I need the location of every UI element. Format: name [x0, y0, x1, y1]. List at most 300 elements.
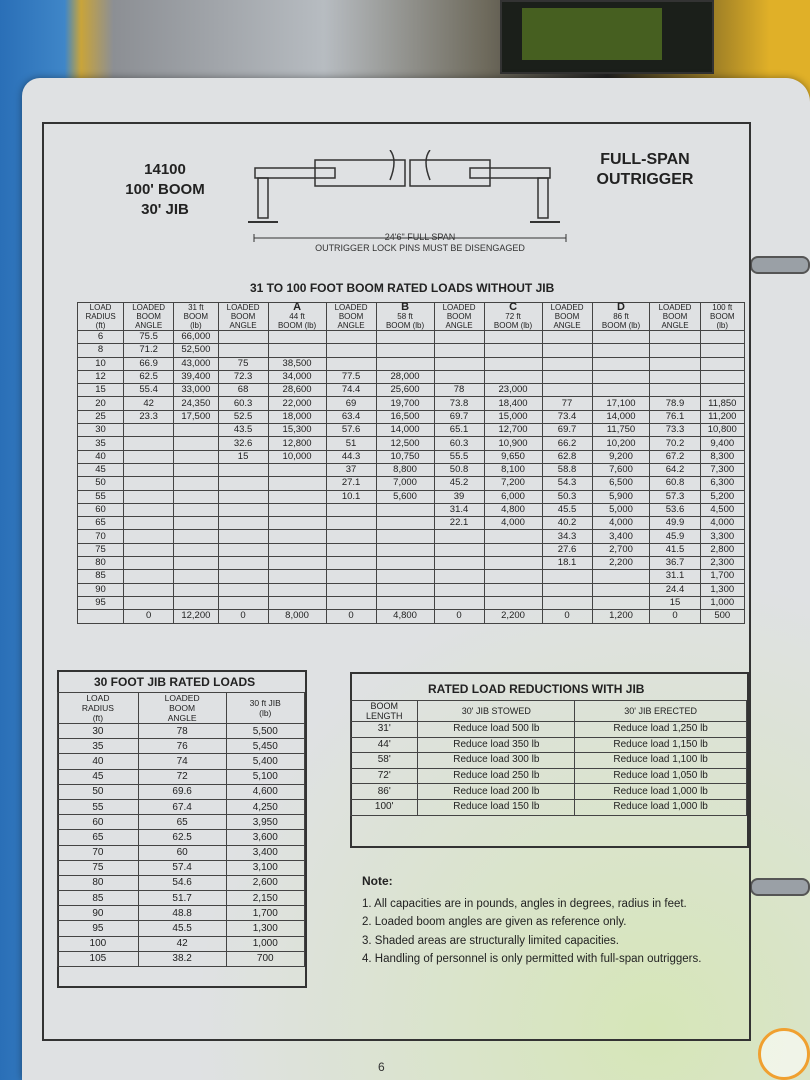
table-cell: Reduce load 1,150 lb	[575, 737, 747, 753]
table-cell: 4,000	[700, 517, 744, 530]
table-cell	[484, 583, 542, 596]
table-cell: 0	[434, 610, 484, 623]
table-cell: 0	[326, 610, 376, 623]
table-cell: 2,300	[700, 557, 744, 570]
table-cell	[326, 530, 376, 543]
table-cell: 55.5	[434, 450, 484, 463]
table-cell	[376, 557, 434, 570]
table-cell	[218, 490, 268, 503]
header-line: LOADED	[226, 303, 260, 312]
table-cell: 60	[58, 815, 139, 830]
table-cell: 85	[78, 570, 124, 583]
table-cell: 64.2	[650, 463, 700, 476]
column-header	[174, 303, 218, 331]
table-cell	[434, 557, 484, 570]
table-cell: 17,100	[592, 397, 650, 410]
table-row	[78, 357, 745, 370]
header-line: ANGLE	[135, 321, 163, 330]
table-cell: 66.9	[124, 357, 174, 370]
table-cell	[434, 370, 484, 383]
header-line: (lb)	[716, 321, 729, 330]
table-cell	[434, 596, 484, 609]
table-cell: 69.7	[434, 410, 484, 423]
header-line: 44 ft	[289, 312, 305, 321]
table-row	[78, 463, 745, 476]
table-cell: 7,300	[700, 463, 744, 476]
table-cell: 25,600	[376, 384, 434, 397]
table-cell: Reduce load 1,250 lb	[575, 722, 747, 738]
table-cell: 80	[58, 875, 139, 890]
table-cell: 30	[78, 424, 124, 437]
table-cell: 5,400	[226, 754, 305, 769]
column-header	[226, 693, 305, 724]
table-cell: 8,300	[700, 450, 744, 463]
table-cell: 2,200	[484, 610, 542, 623]
table-cell: 25	[78, 410, 124, 423]
table-cell: 11,850	[700, 397, 744, 410]
header-line: BOOM	[662, 312, 688, 321]
table-cell: 57.4	[138, 860, 226, 875]
table-cell: 44'	[351, 737, 418, 753]
table-cell: 4,000	[592, 517, 650, 530]
table-cell: 0	[542, 610, 592, 623]
table-cell: 78.9	[650, 397, 700, 410]
table-cell: 31.1	[650, 570, 700, 583]
header-line: LENGTH	[365, 711, 403, 721]
table-row	[58, 891, 305, 906]
table-cell	[700, 370, 744, 383]
table-cell: 70	[58, 845, 139, 860]
table-cell: 76	[138, 739, 226, 754]
table-cell	[700, 344, 744, 357]
binder-ring-top	[750, 256, 810, 274]
column-header	[351, 701, 418, 722]
table-cell: 52,500	[174, 344, 218, 357]
header-line: BOOM (lb)	[493, 321, 533, 330]
table-cell: 71.2	[124, 344, 174, 357]
table-cell: 9,200	[592, 450, 650, 463]
header-line: LOADED	[334, 303, 368, 312]
table-cell: 55	[78, 490, 124, 503]
table-cell: 23.3	[124, 410, 174, 423]
table-cell	[434, 583, 484, 596]
table-cell: 1,300	[226, 921, 305, 936]
table-cell: 24.4	[650, 583, 700, 596]
table-cell	[326, 543, 376, 556]
table-cell: 10,750	[376, 450, 434, 463]
table-row	[78, 583, 745, 596]
table-cell: 40	[78, 450, 124, 463]
header-line: RADIUS	[85, 312, 116, 321]
table-cell: 12,800	[268, 437, 326, 450]
table-cell: 7,200	[484, 477, 542, 490]
table-cell: 15,300	[268, 424, 326, 437]
table-cell: 55.4	[124, 384, 174, 397]
table-cell: 73.3	[650, 424, 700, 437]
header-line: (lb)	[190, 321, 202, 330]
table-cell: 75	[58, 860, 139, 875]
table-cell: 4,800	[484, 503, 542, 516]
table-cell	[268, 543, 326, 556]
table-row	[351, 768, 747, 784]
header-line: 30 ft JIB	[249, 698, 281, 708]
table-cell	[434, 344, 484, 357]
column-letter: A	[293, 301, 302, 313]
table-cell	[484, 530, 542, 543]
table-row	[58, 815, 305, 830]
table-cell	[124, 570, 174, 583]
table-cell: 50	[58, 784, 139, 799]
table-cell: 10,900	[484, 437, 542, 450]
table-row	[78, 437, 745, 450]
table-cell: 54.3	[542, 477, 592, 490]
table-cell	[326, 596, 376, 609]
table-cell: 9,650	[484, 450, 542, 463]
table-cell	[268, 503, 326, 516]
table-row	[78, 344, 745, 357]
table-cell	[326, 503, 376, 516]
table-cell: Reduce load 200 lb	[418, 784, 575, 800]
table-cell: 7,000	[376, 477, 434, 490]
table-cell: 62.5	[124, 370, 174, 383]
table-cell: 57.6	[326, 424, 376, 437]
table-cell: 60	[138, 845, 226, 860]
reduction-table	[350, 700, 747, 816]
table-cell	[376, 331, 434, 344]
table-cell	[592, 570, 650, 583]
table-cell: 27.1	[326, 477, 376, 490]
table-cell: 5,000	[592, 503, 650, 516]
table-cell	[326, 583, 376, 596]
table-cell	[124, 490, 174, 503]
table-cell	[376, 357, 434, 370]
table-cell: 35	[58, 739, 139, 754]
table-cell	[650, 357, 700, 370]
table-cell: 27.6	[542, 543, 592, 556]
table-row	[78, 517, 745, 530]
table-row	[58, 754, 305, 769]
table-cell	[434, 570, 484, 583]
table-cell	[650, 384, 700, 397]
table-cell: 75	[218, 357, 268, 370]
column-header	[542, 303, 592, 331]
header-line: (ft)	[95, 321, 106, 330]
table-cell: 4,250	[226, 799, 305, 814]
table-row	[78, 331, 745, 344]
table-cell	[484, 344, 542, 357]
table-cell: 80	[78, 557, 124, 570]
table-cell	[326, 331, 376, 344]
table-cell: 1,000	[700, 596, 744, 609]
table-cell	[124, 477, 174, 490]
table-cell: Reduce load 250 lb	[418, 768, 575, 784]
column-header	[78, 303, 124, 331]
table-cell: 67.2	[650, 450, 700, 463]
note-item: 3. Shaded areas are structurally limited capacities.	[362, 934, 619, 947]
table-cell: 66.2	[542, 437, 592, 450]
table-row	[58, 906, 305, 921]
table-row	[351, 753, 747, 769]
header-line: BOOM	[183, 312, 209, 321]
column-header	[376, 303, 434, 331]
note-item: 4. Handling of personnel is only permitted with full-span outriggers.	[362, 953, 702, 965]
table-cell: 18,000	[268, 410, 326, 423]
table-cell	[650, 344, 700, 357]
table-cell: 19,700	[376, 397, 434, 410]
table-cell	[218, 477, 268, 490]
table-cell: 10,200	[592, 437, 650, 450]
table-cell	[124, 503, 174, 516]
table-cell	[268, 477, 326, 490]
table-cell	[174, 543, 218, 556]
table-cell: 77	[542, 397, 592, 410]
table-row	[58, 936, 305, 951]
table-cell	[218, 557, 268, 570]
header-line: ANGLE	[553, 321, 581, 330]
table-row	[58, 799, 305, 814]
table-cell	[592, 331, 650, 344]
table-cell: Reduce load 1,050 lb	[575, 768, 747, 784]
table-cell: 65	[78, 517, 124, 530]
table-cell: 500	[700, 610, 744, 623]
table-cell: 62.5	[138, 830, 226, 845]
table-cell	[174, 583, 218, 596]
table-row	[351, 737, 747, 753]
table-cell: Reduce load 1,100 lb	[575, 753, 747, 769]
table-cell	[124, 596, 174, 609]
table-cell	[484, 331, 542, 344]
header-line: ANGLE	[661, 321, 689, 330]
table-cell: 30	[58, 724, 139, 739]
table-cell	[218, 570, 268, 583]
table-cell	[124, 424, 174, 437]
header-line: LOAD	[89, 303, 112, 312]
table-cell	[124, 517, 174, 530]
table-cell	[484, 357, 542, 370]
table-row	[78, 570, 745, 583]
table-cell: 85	[58, 891, 139, 906]
table-cell	[124, 463, 174, 476]
table-cell	[174, 596, 218, 609]
table-cell: 22,000	[268, 397, 326, 410]
table-cell: Reduce load 1,000 lb	[575, 799, 747, 815]
table-cell	[376, 583, 434, 596]
table-cell	[218, 596, 268, 609]
table-cell: 10	[78, 357, 124, 370]
table-cell: 60	[78, 503, 124, 516]
table-cell: 38,500	[268, 357, 326, 370]
table-cell	[218, 503, 268, 516]
table-cell: 34,000	[268, 370, 326, 383]
table-cell: 67.4	[138, 799, 226, 814]
table-row	[58, 875, 305, 890]
header-line: LOAD	[86, 693, 110, 703]
table-cell: 35	[78, 437, 124, 450]
header-line: BOOM (lb)	[601, 321, 641, 330]
table-cell: 70.2	[650, 437, 700, 450]
crane-display-screen	[500, 0, 714, 74]
notes-section	[362, 872, 742, 969]
table-cell: 24,350	[174, 397, 218, 410]
header-line: ANGLE	[167, 713, 197, 723]
table-cell: 2,200	[592, 557, 650, 570]
table-cell: 9,400	[700, 437, 744, 450]
table-cell: 5,450	[226, 739, 305, 754]
header-line: LOADED	[164, 693, 200, 703]
table-cell: 5,600	[376, 490, 434, 503]
table-cell: 1,200	[592, 610, 650, 623]
table-row	[78, 503, 745, 516]
table-cell	[268, 583, 326, 596]
table-cell: 45.9	[650, 530, 700, 543]
header-line: 72 ft	[505, 312, 521, 321]
table-cell	[268, 463, 326, 476]
header-line: LOADED	[132, 303, 166, 312]
column-header	[650, 303, 700, 331]
table-cell: 100	[58, 936, 139, 951]
header-line: (lb)	[259, 708, 272, 718]
table-cell	[542, 370, 592, 383]
table-cell: 10,800	[700, 424, 744, 437]
table-cell: 95	[78, 596, 124, 609]
header-line: BOOM (lb)	[277, 321, 317, 330]
table-cell	[218, 463, 268, 476]
table-cell: 3,400	[592, 530, 650, 543]
table-cell	[542, 583, 592, 596]
table-cell: 5,200	[700, 490, 744, 503]
table-cell	[174, 530, 218, 543]
table-cell: 42	[138, 936, 226, 951]
table-cell: 105	[58, 951, 139, 966]
table-row	[351, 799, 747, 815]
table-row	[351, 722, 747, 738]
table-cell	[376, 543, 434, 556]
table-cell: 73.4	[542, 410, 592, 423]
table-cell: 44.3	[326, 450, 376, 463]
table-cell	[218, 344, 268, 357]
table-cell: 31'	[351, 722, 418, 738]
table-cell: 72	[138, 769, 226, 784]
table-cell	[376, 503, 434, 516]
table-cell: 7,600	[592, 463, 650, 476]
table-cell	[174, 570, 218, 583]
outrigger-heading: FULL-SPAN OUTRIGGER	[596, 151, 694, 188]
note-item: 1. All capacities are in pounds, angles in degrees, radius in feet.	[362, 897, 687, 910]
table-cell	[376, 530, 434, 543]
header-line: BOOM (lb)	[385, 321, 425, 330]
table-cell: 3,600	[226, 830, 305, 845]
table-cell: 28,600	[268, 384, 326, 397]
table-cell: 41.5	[650, 543, 700, 556]
table-cell: 72.3	[218, 370, 268, 383]
table-cell: 1,700	[700, 570, 744, 583]
table-cell: 77.5	[326, 370, 376, 383]
table-cell: 3,100	[226, 860, 305, 875]
note-item: 2. Loaded boom angles are given as reference only.	[362, 916, 627, 928]
table-cell	[326, 570, 376, 583]
table-cell	[268, 596, 326, 609]
table-cell: 32.6	[218, 437, 268, 450]
table-cell	[700, 357, 744, 370]
table-cell: 95	[58, 921, 139, 936]
table-cell: 66,000	[174, 331, 218, 344]
table-cell	[376, 596, 434, 609]
table-cell	[376, 344, 434, 357]
table-cell: 4,500	[700, 503, 744, 516]
table-cell	[174, 450, 218, 463]
table-row	[78, 596, 745, 609]
table-cell: 76.1	[650, 410, 700, 423]
table-cell	[174, 517, 218, 530]
table-cell: 39,400	[174, 370, 218, 383]
table-row	[78, 543, 745, 556]
table-cell: 39	[434, 490, 484, 503]
table-cell: 33,000	[174, 384, 218, 397]
header-line: LOADED	[442, 303, 476, 312]
table-cell	[124, 530, 174, 543]
table-cell: 90	[78, 583, 124, 596]
column-header	[326, 303, 376, 331]
boom-load-table	[77, 302, 745, 624]
table-cell	[326, 357, 376, 370]
table-cell	[542, 384, 592, 397]
table-cell	[700, 331, 744, 344]
table-cell: 6	[78, 331, 124, 344]
table-row	[58, 769, 305, 784]
table-cell: Reduce load 500 lb	[418, 722, 575, 738]
table-row	[58, 784, 305, 799]
table-cell: 43.5	[218, 424, 268, 437]
header-line: ANGLE	[337, 321, 365, 330]
table-cell: 60.8	[650, 477, 700, 490]
table-cell: 78	[138, 724, 226, 739]
table-cell	[484, 596, 542, 609]
header-line: (ft)	[92, 713, 104, 723]
table-cell	[542, 570, 592, 583]
table-cell: Reduce load 1,000 lb	[575, 784, 747, 800]
table-cell: 45	[78, 463, 124, 476]
column-header	[268, 303, 326, 331]
column-letter: B	[401, 301, 410, 313]
binder-ring-bottom	[750, 878, 810, 896]
table-cell: 22.1	[434, 517, 484, 530]
column-letter: D	[617, 301, 625, 313]
model-heading: 14100 100' BOOM 30' JIB	[125, 161, 205, 218]
table-cell	[174, 437, 218, 450]
table-cell: 72'	[351, 768, 418, 784]
table-cell	[218, 583, 268, 596]
table-cell: 700	[226, 951, 305, 966]
table-cell: 1,700	[226, 906, 305, 921]
main-table-title: 31 TO 100 FOOT BOOM RATED LOADS WITHOUT JIB	[250, 281, 555, 295]
table-cell: 48.8	[138, 906, 226, 921]
table-cell: 45.2	[434, 477, 484, 490]
table-cell	[268, 490, 326, 503]
header-line: 30' JIB STOWED	[461, 706, 531, 716]
table-cell: 58.8	[542, 463, 592, 476]
table-cell	[218, 543, 268, 556]
table-cell: 1,000	[226, 936, 305, 951]
table-cell: 28,000	[376, 370, 434, 383]
table-cell	[326, 344, 376, 357]
table-cell: 2,700	[592, 543, 650, 556]
header-line: BOOM	[169, 703, 196, 713]
table-cell	[174, 463, 218, 476]
table-row	[58, 845, 305, 860]
table-cell	[484, 557, 542, 570]
table-cell	[434, 530, 484, 543]
column-header	[138, 693, 226, 724]
